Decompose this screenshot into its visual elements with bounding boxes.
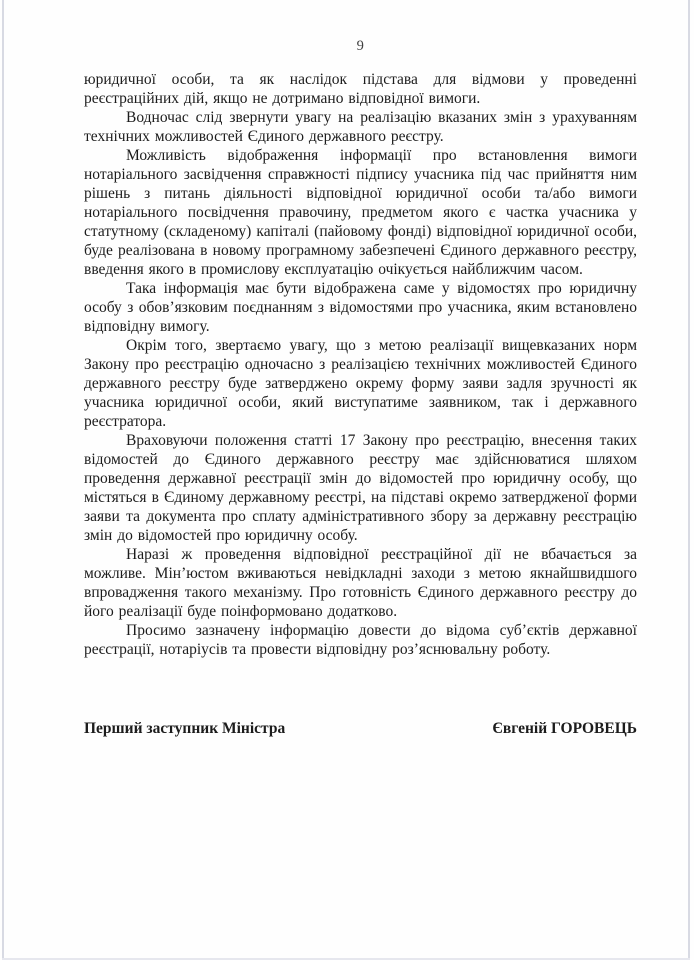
page-edge-left (2, 0, 4, 960)
document-body (84, 70, 637, 659)
page-number: 9 (356, 38, 365, 54)
signatory-title: Перший заступник Міністра (84, 720, 286, 737)
page-edge-right (688, 0, 690, 960)
body-paragraph: Така інформація має бути відображена саме у відомостях про юридичну особу з обов’язковим поєднанням з відомостями про учасника, яким встановлено відповідну вимогу. (84, 280, 637, 335)
signatory-name: Євгеній ГОРОВЕЦЬ (492, 720, 637, 737)
body-paragraph: Можливість відображення інформації про встановлення вимоги нотаріального засвідчення справжності підпису учасника під час прийняття ним рішень з питань діяльності відповідної юридичної особи та/або вимоги нотаріального посвідчення правочину, предметом якого є частка учасника у статутному (складеному) капіталі (пайовому фонді) відповідної юридичної особи, буде реалізована в новому програмному забезпечені Єдиного державного реєстру, введення якого в промислову експлуатацію очікується найближчим часом. (84, 147, 637, 278)
body-paragraph: Водночас слід звернути увагу на реалізацію вказаних змін з урахуванням технічних можливостей Єдиного державного реєстру. (84, 109, 637, 145)
signature-block (84, 719, 637, 738)
body-paragraph: юридичної особи, та як наслідок підстава для відмови у проведенні реєстраційних дій, якщо не дотримано відповідної вимоги. (84, 71, 637, 107)
body-paragraph: Окрім того, звертаємо увагу, що з метою реалізації вищевказаних норм Закону про реєстрацію одночасно з реалізацією технічних можливостей Єдиного державного реєстру буде затверджено окрему форму заяви задля зручності як учасника юридичної особи, який виступатиме заявником, так і державного реєстратора. (84, 337, 637, 430)
body-paragraph: Наразі ж проведення відповідної реєстраційної дії не вбачається за можливе. Мін’юстом вживаються невідкладні заходи з метою якнайшвидшого впровадження такого механізму. Про готовність Єдиного державного реєстру до його реалізації буде поінформовано додатково. (84, 546, 637, 620)
body-paragraph: Просимо зазначену інформацію довести до відома суб’єктів державної реєстрації, нотаріусів та провести відповідну роз’яснювальну роботу. (84, 622, 637, 658)
body-paragraph: Враховуючи положення статті 17 Закону про реєстрацію, внесення таких відомостей до Єдиного державного реєстру має здійснюватися шляхом проведення державної реєстрації змін до відомостей про юридичну особу, що містяться в Єдиному державному реєстрі, на підставі окремо затвердженої форми заяви та документа про сплату адміністративного збору за державну реєстрацію змін до відомостей про юридичну особу. (84, 432, 637, 544)
